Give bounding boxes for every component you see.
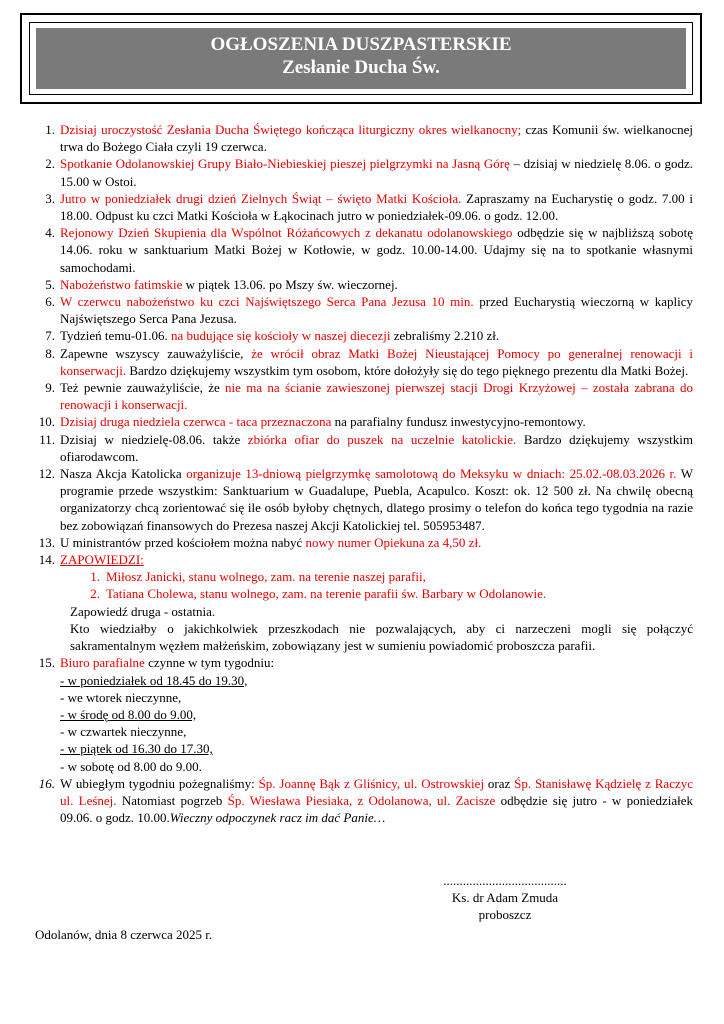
place-date: Odolanów, dnia 8 czerwca 2025 r. [35, 927, 213, 942]
signature-line: ...................................... [443, 873, 567, 888]
banns-entry: 2. Tatiana Cholewa, stanu wolnego, zam. na terenie parafii św. Barbary w Odolanowie. [90, 586, 547, 602]
office-hours-line: - w poniedziałek od 18.45 do 19.30, [60, 672, 248, 688]
announcements [33, 121, 693, 826]
announcement-item: 8. Zapewne wszyscy zauważyliście, że wrócił obraz Matki Bożej Nieustającej Pomocy po generalnej renowacji i konserwacji. Bardzo dziękujemy wszystkim tym osobom, które dołożyły się do tego pięknego prezentu dla Matki Bożej. [45, 345, 693, 378]
banns-note: Kto wiedziałby o jakichkolwiek przeszkodach nie pozwalających, aby ci narzeczeni mogli się połączyć sakramentalnym węzłem małżeńskim, zobowiązany jest w sumieniu powiadomić proboszcza parafii. [70, 620, 693, 654]
header-banner [36, 28, 686, 89]
banns-second: Zapowiedź druga - ostatnia. [70, 603, 216, 619]
announcement-item: 12. Nasza Akcja Katolicka organizuje 13-dniową pielgrzymkę samolotową do Meksyku w dniach: 25.02.-08.03.2026 r. W programie przede wszystkim: Sanktuarium w Guadalupe, Puebla, Acapulco. Koszt: ok. 12 500 zł. Na chwilę obecną organizatorzy chcą zorientować się ile osób byłoby chętnych, dlatego prosimy o telefon do końca tego tygodnia na razie bez zobowiązań finansowych do Prezesa naszej Akcji Katolickiej tel. 505953487. [38, 466, 693, 533]
office-hours-line: - w czwartek nieczynne, [60, 724, 187, 740]
announcement-item: 7. Tydzień temu-01.06. na budujące się kościoły w naszej diecezji zebraliśmy 2.210 zł. [45, 328, 500, 344]
office-hours [60, 672, 693, 775]
office-hours-line: - w piątek od 16.30 do 17.30, [60, 741, 213, 757]
signature-block [430, 872, 580, 923]
announcement-item: 4. Rejonowy Dzień Skupienia dla Wspólnot Różańcowych z dekanatu odolanowskiego odbędzie się w najbliższą sobotę 14.06. roku w sanktuarium Matki Bożej w Kotłowie, w godz. 10.00-14.00. Udajmy się na to spotkanie własnymi samochodami. [45, 225, 693, 275]
announcement-item: 10. Dzisiaj druga niedziela czerwca - taca przeznaczona na parafialny fundusz inwestycyjno-remontowy. [38, 414, 586, 430]
banns-entry: 1. Miłosz Janicki, stanu wolnego, zam. na terenie naszej parafii, [90, 569, 426, 585]
office-item: 15. Biuro parafialne czynne w tym tygodniu: - w poniedziałek od 18.45 do 19.30, - we wtorek nieczynne, - w środę od 8.00 do 9.00, - w czwartek nieczynne, - w piątek od 16.30 do 17.30, - w sobotę od 8.00 do 9.00. [33, 654, 693, 774]
banns-list [60, 568, 693, 602]
signature-name: Ks. dr Adam Zmuda [451, 890, 559, 905]
funeral-item: 16. W ubiegłym tygodniu pożegnaliśmy: Śp. Joannę Bąk z Gliśnicy, ul. Ostrowskiej oraz Śp. Stanisławę Kądzielę z Raczyc ul. Leśnej. Natomiast pogrzeb Śp. Wiesława Piesiaka, z Odolanowa, ul. Zacisze odbędzie się jutro - w poniedziałek 09.06. o godz. 10.00.Wieczny odpoczynek racz im dać Panie… [38, 775, 694, 826]
announcement-list [33, 121, 693, 551]
announcement-item: 9. Też pewnie zauważyliście, że nie ma na ścianie zawieszonej pierwszej stacji Drogi Krzyżowej – została zabrana do renowacji i konserwacji. [45, 380, 693, 413]
page-title: OGŁOSZENIA DUSZPASTERSKIE [210, 34, 512, 55]
header-frame [20, 13, 702, 104]
banns-heading: ZAPOWIEDZI: [60, 552, 144, 568]
announcement-item: 2. Spotkanie Odolanowskiej Grupy Biało-Niebieskiej pieszej pielgrzymki na Jasną Górę – dzisiaj w niedzielę 8.06. o godz. 15.00 w Ostoi. [45, 156, 693, 189]
announcement-item: 13. U ministrantów przed kościołem można nabyć nowy numer Opiekuna za 4,50 zł. [38, 534, 482, 550]
office-hours-line: - w sobotę od 8.00 do 9.00. [60, 758, 202, 774]
banns-item: 14. ZAPOWIEDZI: 1. Miłosz Janicki, stanu wolnego, zam. na terenie naszej parafii, 2. Tatiana Cholewa, stanu wolnego, zam. na terenie parafii św. Barbary w Odolanowie. Zapowiedź druga - ostatnia. Kto wiedziałby o jakichkolwiek przeszkodach nie pozwalających, aby ci narzeczeni mogli się połączyć sakramentalnym węzłem małżeńskim, zobowiązany jest w sumieniu powiadomić proboszcza parafii. [38, 552, 693, 654]
announcement-item: 6. W czerwcu nabożeństwo ku czci Najświętszego Serca Pana Jezusa 10 min. przed Eucharystią wieczorną w kaplicy Najświętszego Serca Pana Jezusa. [45, 294, 693, 327]
announcement-item: 5. Nabożeństwo fatimskie w piątek 13.06. po Mszy św. wieczornej. [45, 276, 398, 292]
signature-role: proboszcz [478, 907, 532, 922]
office-hours-line: - we wtorek nieczynne, [60, 689, 182, 705]
announcement-item: 1. Dzisiaj uroczystość Zesłania Ducha Świętego kończąca liturgiczny okres wielkanocny; czas Komunii św. wielkanocnej trwa do Bożego Ciała czyli 19 czerwca. [45, 122, 693, 155]
page-subtitle: Zesłanie Ducha Św. [282, 57, 440, 78]
office-hours-line: - w środę od 8.00 do 9.00, [60, 706, 197, 722]
announcement-item: 11. Dzisiaj w niedzielę-08.06. także zbiórka ofiar do puszek na uczelnie katolickie. Bardzo dziękujemy wszystkim ofiarodawcom. [39, 431, 693, 464]
announcement-item: 3. Jutro w poniedziałek drugi dzień Zielnych Świąt – święto Matki Kościoła. Zapraszamy na Eucharystię o godz. 7.00 i 18.00. Odpust ku czci Matki Kościoła w Łąkocinach jutro w poniedziałek-09.06. o godz. 12.00. [45, 190, 693, 224]
